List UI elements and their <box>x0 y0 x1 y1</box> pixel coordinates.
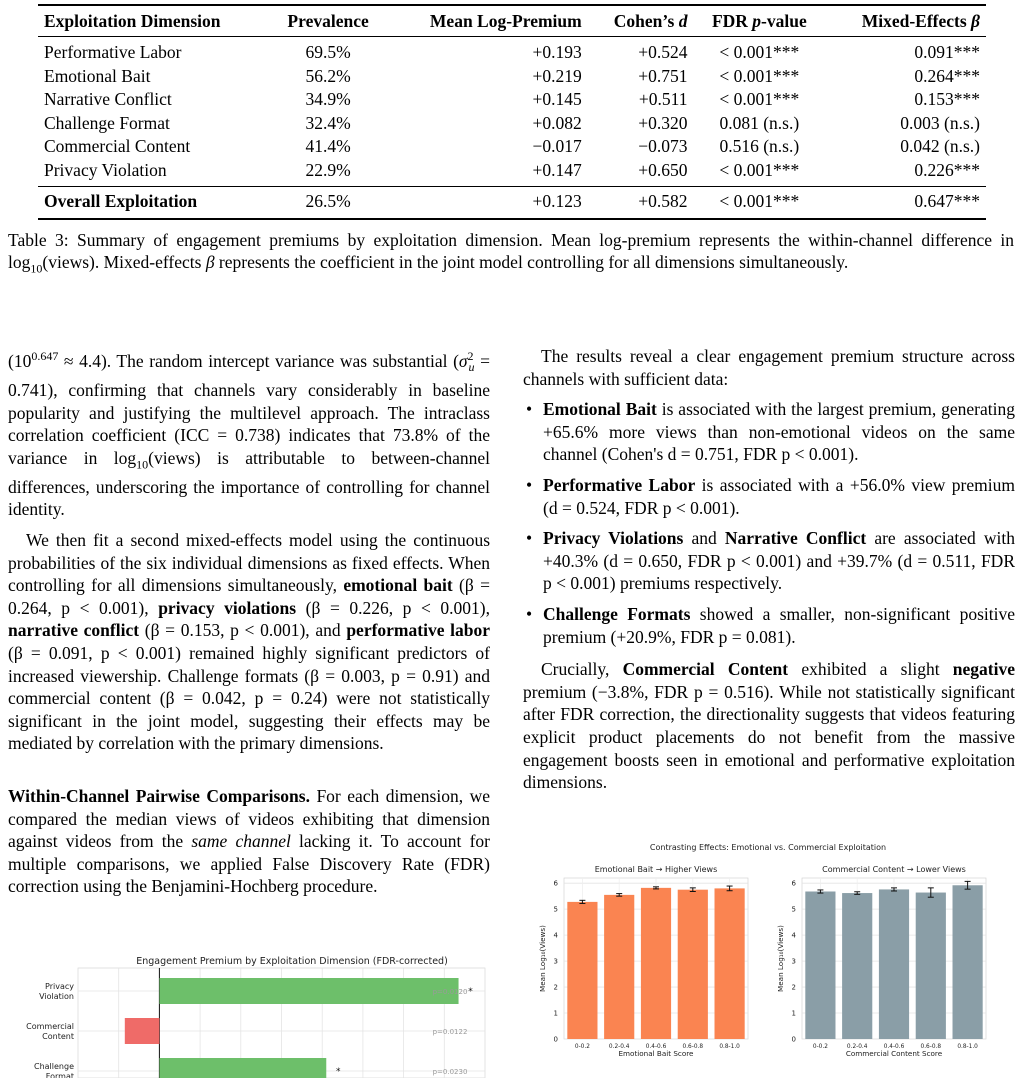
panel-title: Emotional Bait → Higher Views <box>594 865 718 874</box>
chart-title: Engagement Premium by Exploitation Dimension (FDR-corrected) <box>136 956 448 967</box>
bar <box>125 1018 160 1044</box>
table-row-overall <box>38 187 986 219</box>
tick-label: Challenge <box>34 1062 74 1071</box>
cell-dim: Privacy Violation <box>44 159 167 180</box>
tick-label: Violation <box>39 992 74 1001</box>
header-dimension: Exploitation Dimension <box>44 11 221 31</box>
x-tick-label: 0.2-0.4 <box>608 1044 630 1050</box>
cell-d: +0.511 <box>638 89 688 109</box>
pvalue-label: p=0.0122 <box>432 1028 468 1036</box>
x-tick-label: 0.6-0.8 <box>682 1044 704 1050</box>
results-table <box>38 4 986 220</box>
cell-d: +0.650 <box>638 159 688 180</box>
list-item: • Challenge Formats showed a smaller, non-significant positive premium (+20.9%, FDR p = 0.081). <box>543 603 1015 648</box>
table-row <box>38 159 986 187</box>
list-item: • Performative Labor is associated with a +56.0% view premium (d = 0.524, FDR p < 0.001). <box>543 474 1015 519</box>
x-tick-label: 0.6-0.8 <box>920 1044 942 1050</box>
bar <box>567 902 597 1039</box>
table-row <box>38 88 986 112</box>
results-table-wrap <box>38 4 986 220</box>
list-item: • Emotional Bait is associated with the largest premium, generating +65.6% more views than non-emotional videos on the same channel (Cohen's d = 0.751, FDR p < 0.001). <box>543 398 1015 466</box>
cell-beta: 0.003 (n.s.) <box>900 112 980 133</box>
bar <box>916 893 946 1039</box>
x-tick-label: 0.4-0.6 <box>883 1044 905 1050</box>
table-header-row <box>38 5 986 37</box>
table-row <box>38 135 986 159</box>
y-tick-label: 6 <box>553 879 558 888</box>
cell-prev: 41.4% <box>305 136 351 156</box>
cell-beta: 0.091*** <box>914 42 980 62</box>
cell-mlp: +0.219 <box>532 65 582 86</box>
cell-beta: 0.042 (n.s.) <box>900 136 980 156</box>
left-paragraph-2: We then fit a second mixed-effects model using the continuous probabilities of the six individual dimensions as fixed effects. When controlling for all dimensions simultaneously, emotional bait (β = 0.264, p < 0.001), privacy violations (β = 0.226, p < 0.001), narrative conflict (β = 0.153, p < 0.001), and performative labor (β = 0.091, p < 0.001) remained highly significant predictors of increased viewership. Challenge formats (β = 0.003, p = 0.91) and commercial content (β = 0.042, p = 0.24) were not statistically significant in the joint model, suggesting their effects may be mediated by correlation with the primary dimensions. <box>8 529 490 754</box>
cell-prev: 56.2% <box>305 65 351 86</box>
cell-dim: Commercial Content <box>44 136 191 156</box>
cell-p: 0.081 (n.s.) <box>719 112 800 133</box>
bar <box>159 978 458 1004</box>
cell-p: < 0.001*** <box>719 42 800 62</box>
significance-marker: * <box>336 1067 341 1077</box>
y-tick-label: 0 <box>791 1035 796 1044</box>
bar <box>641 888 671 1039</box>
y-axis-label: Mean Log₁₀(Views) <box>538 925 547 992</box>
engagement-premium-chart <box>20 955 492 1078</box>
y-tick-label: 6 <box>791 879 796 888</box>
right-intro: The results reveal a clear engagement premium structure across channels with sufficient data: <box>523 346 1015 389</box>
y-tick-label: 2 <box>791 983 796 992</box>
cell-mlp: +0.082 <box>532 112 582 133</box>
panel-title: Commercial Content → Lower Views <box>822 865 966 874</box>
cell-p: < 0.001*** <box>719 159 800 180</box>
cell-beta: 0.647*** <box>914 191 980 211</box>
cell-d: −0.073 <box>638 136 688 156</box>
x-tick-label: 0.8-1.0 <box>957 1044 978 1050</box>
cell-d: +0.751 <box>638 65 688 86</box>
cell-dim: Overall Exploitation <box>44 191 198 211</box>
header-cohens-d: Cohen’s d <box>613 11 688 31</box>
y-tick-label: 1 <box>553 1009 558 1018</box>
cell-dim: Narrative Conflict <box>44 89 172 109</box>
significance-marker: * <box>468 987 473 997</box>
left-paragraph-1: $(10^{0.647} \approx 4.4)$. The random intercept variance was substantial $(\sigma^2_u = 0.741)$, confirming that channels vary considerably in baseline popularity and justifying the multilevel approach. The intraclass correlation coefficient (ICC = 0.738) indicates that 73.8% of the variance in $\log_{10}(views)$ is attributable to between-channel differences, underscoring the importance of controlling for channel identity. <box>8 349 490 520</box>
cell-dim: Emotional Bait <box>44 65 151 86</box>
bar <box>805 892 835 1039</box>
left-column <box>8 345 490 898</box>
pvalue-label: p=0.0120 <box>432 988 468 996</box>
cell-d: +0.524 <box>638 42 688 62</box>
y-tick-label: 3 <box>791 957 796 966</box>
cell-prev: 69.5% <box>305 42 351 62</box>
left-paragraph-3: Within-Channel Pairwise Comparisons. For each dimension, we compared the median views of videos exhibiting that dimension against videos from the same channel lacking it. To account for multiple comparisons, we applied False Discovery Rate (FDR) correction using the Benjamini-Hochberg procedure. <box>8 785 490 897</box>
cell-prev: 22.9% <box>305 159 351 180</box>
bar <box>159 1058 326 1078</box>
y-tick-label: 2 <box>553 983 558 992</box>
header-mean-log-premium: Mean Log-Premium <box>429 11 582 31</box>
cell-prev: 32.4% <box>305 112 351 133</box>
cell-d: +0.320 <box>638 112 688 133</box>
x-axis-label: Emotional Bait Score <box>618 1049 694 1058</box>
chart-suptitle: Contrasting Effects: Emotional vs. Commercial Exploitation <box>649 843 887 852</box>
x-tick-label: 0-0.2 <box>812 1044 828 1050</box>
x-tick-label: 0.4-0.6 <box>645 1044 667 1050</box>
cell-mlp: +0.145 <box>532 89 582 109</box>
findings-list <box>523 398 1015 648</box>
table-caption: Table 3: Summary of engagement premiums by exploitation dimension. Mean log-premium represents the within-channel difference in $\log_{10}(views)$. Mixed-effects β represents the coefficient in the joint model controlling for all dimensions simultaneously. <box>8 230 1014 276</box>
bar <box>879 889 909 1039</box>
x-tick-label: 0.8-1.0 <box>719 1044 740 1050</box>
tick-label: Content <box>42 1032 74 1041</box>
cell-dim: Performative Labor <box>44 42 182 62</box>
cell-p: < 0.001*** <box>719 191 800 211</box>
cell-beta: 0.153*** <box>914 89 980 109</box>
y-tick-label: 0 <box>553 1035 558 1044</box>
header-fdr-p: FDR p-value <box>711 11 807 31</box>
cell-beta: 0.226*** <box>914 159 980 180</box>
bar <box>715 888 745 1039</box>
header-prevalence: Prevalence <box>287 11 369 31</box>
cell-d: +0.582 <box>638 191 688 211</box>
x-axis-label: Commercial Content Score <box>845 1049 943 1058</box>
commercial-content-panel <box>776 865 986 1058</box>
tick-label: Privacy <box>45 982 74 991</box>
cell-beta: 0.264*** <box>914 65 980 86</box>
cell-p: 0.516 (n.s.) <box>719 136 800 156</box>
pvalue-label: p=0.0230 <box>432 1068 468 1076</box>
table-row <box>38 112 986 136</box>
bar <box>842 893 872 1039</box>
cell-mlp: +0.147 <box>532 159 582 180</box>
y-tick-label: 4 <box>553 931 558 940</box>
contrasting-effects-chart <box>528 836 998 1062</box>
header-mixed-beta: Mixed-Effects β <box>861 11 980 31</box>
bar <box>604 895 634 1039</box>
cell-p: < 0.001*** <box>719 65 800 86</box>
y-tick-label: 1 <box>791 1009 796 1018</box>
tick-label: Commercial <box>26 1022 74 1031</box>
table-row <box>38 65 986 89</box>
y-tick-label: 3 <box>553 957 558 966</box>
y-tick-label: 4 <box>791 931 796 940</box>
x-tick-label: 0-0.2 <box>574 1044 590 1050</box>
cell-mlp: +0.123 <box>532 191 582 211</box>
cell-prev: 34.9% <box>305 89 351 109</box>
table-row <box>38 37 986 65</box>
tick-label: Format <box>45 1072 74 1078</box>
cell-mlp: −0.017 <box>532 136 582 156</box>
cell-mlp: +0.193 <box>532 42 582 62</box>
bar <box>953 885 983 1039</box>
bar <box>678 890 708 1039</box>
cell-dim: Challenge Format <box>44 112 170 133</box>
y-tick-label: 5 <box>791 905 796 914</box>
emotional-bait-panel <box>538 865 748 1058</box>
cell-p: < 0.001*** <box>719 89 800 109</box>
cell-prev: 26.5% <box>305 191 351 211</box>
right-column <box>523 345 1015 794</box>
y-axis-label: Mean Log₁₀(Views) <box>776 925 785 992</box>
x-tick-label: 0.2-0.4 <box>846 1044 868 1050</box>
list-item: • Privacy Violations and Narrative Conflict are associated with +40.3% (d = 0.650, FDR p < 0.001) and +39.7% (d = 0.511, FDR p < 0.001) premiums respectively. <box>543 527 1015 595</box>
y-tick-label: 5 <box>553 905 558 914</box>
right-paragraph-2: Crucially, Commercial Content exhibited a slight negative premium (−3.8%, FDR p = 0.516). While not statistically significant after FDR correction, the directionality suggests that videos featuring explicit product placements do not benefit from the massive engagement boosts seen in emotional and performative exploitation dimensions. <box>523 659 1016 793</box>
